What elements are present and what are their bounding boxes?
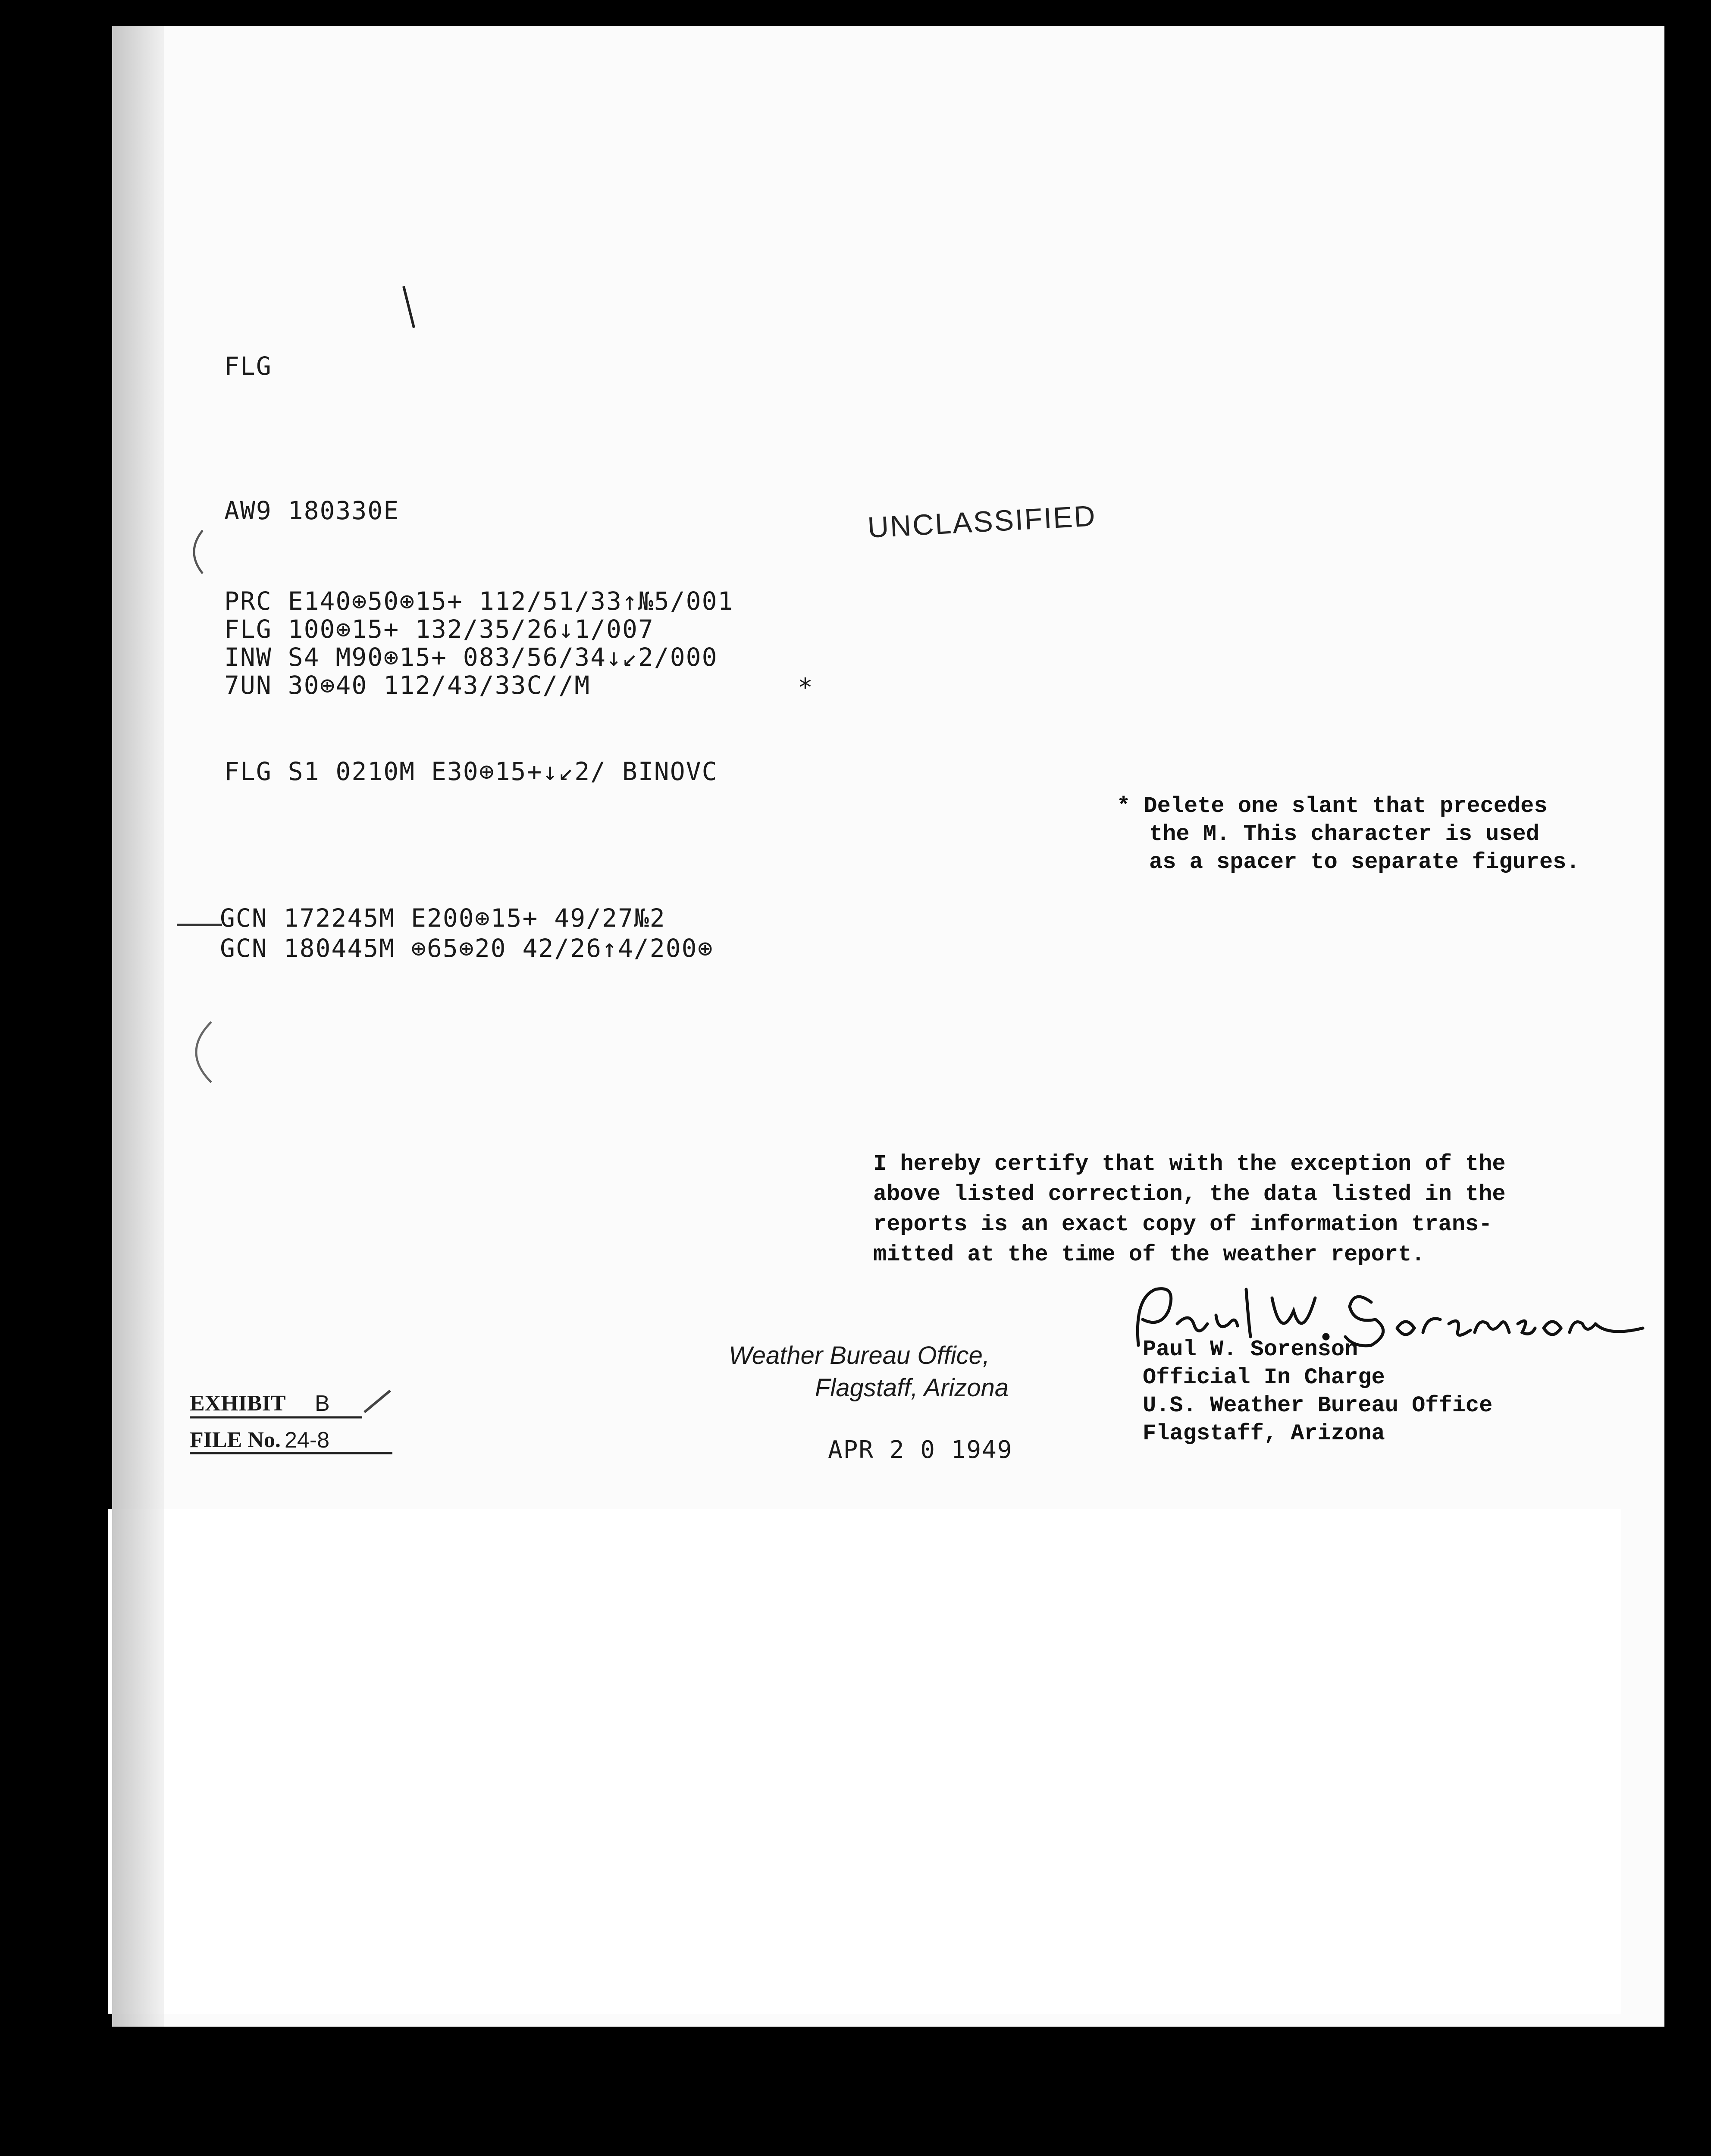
signatory-office: U.S. Weather Bureau Office [1143,1393,1493,1418]
office-stamp-line1: Weather Bureau Office, [729,1341,990,1369]
report-line: FLG 100⊕15+ 132/35/26↓1/007 [224,614,654,644]
check-mark-icon [360,1386,395,1421]
office-stamp-line2: Flagstaff, Arizona [815,1374,1009,1402]
report-id: AW9 180330E [224,496,400,525]
stray-mark [181,526,207,578]
certification-line: reports is an exact copy of information trans- [873,1212,1492,1237]
stray-mark [177,1018,216,1087]
certification-line: I hereby certify that with the exception of the [873,1151,1506,1177]
file-underline [190,1451,392,1455]
file-label: FILE No. [190,1428,281,1452]
asterisk-mark: * [798,673,814,702]
exhibit-underline [190,1415,362,1420]
office-stamp-date: APR 2 0 1949 [828,1436,1013,1464]
certification-line: mitted at the time of the weather report. [873,1242,1425,1267]
exhibit-value: B [315,1391,330,1416]
report-line: 7UN 30⊕40 112/43/33C//M [224,671,591,700]
signatory-location: Flagstaff, Arizona [1143,1421,1385,1446]
classification-stamp: UNCLASSIFIED [867,499,1097,544]
signatory-name: Paul W. Sorenson [1143,1337,1358,1362]
report-line: INW S4 M90⊕15+ 083/56/34↓↙2/000 [224,642,718,672]
report-line: PRC E140⊕50⊕15+ 112/51/33↑№5/001 [224,586,734,616]
gcn-report-line: GCN 180445M ⊕65⊕20 42/26↑4/200⊕ [220,934,714,963]
footnote-line: * Delete one slant that precedes [1117,793,1548,819]
certification-line: above listed correction, the data listed in the [873,1181,1506,1207]
page-edge-shadow [112,26,164,2027]
stray-mark [401,285,418,332]
signatory-title: Official In Charge [1143,1365,1385,1390]
file-value: 24-8 [285,1428,330,1453]
station-code: FLG [224,351,272,381]
footnote-line: as a spacer to separate figures. [1149,849,1580,875]
special-report: FLG S1 0210M E30⊕15+↓↙2/ BINOVC [224,757,718,786]
page-lower-area [108,1509,1621,2014]
exhibit-label: EXHIBIT [190,1391,286,1416]
footnote-line: the M. This character is used [1149,821,1539,847]
arrow-mark-icon [172,918,224,931]
gcn-report-line: GCN 172245M E200⊕15+ 49/27№2 [220,903,666,933]
